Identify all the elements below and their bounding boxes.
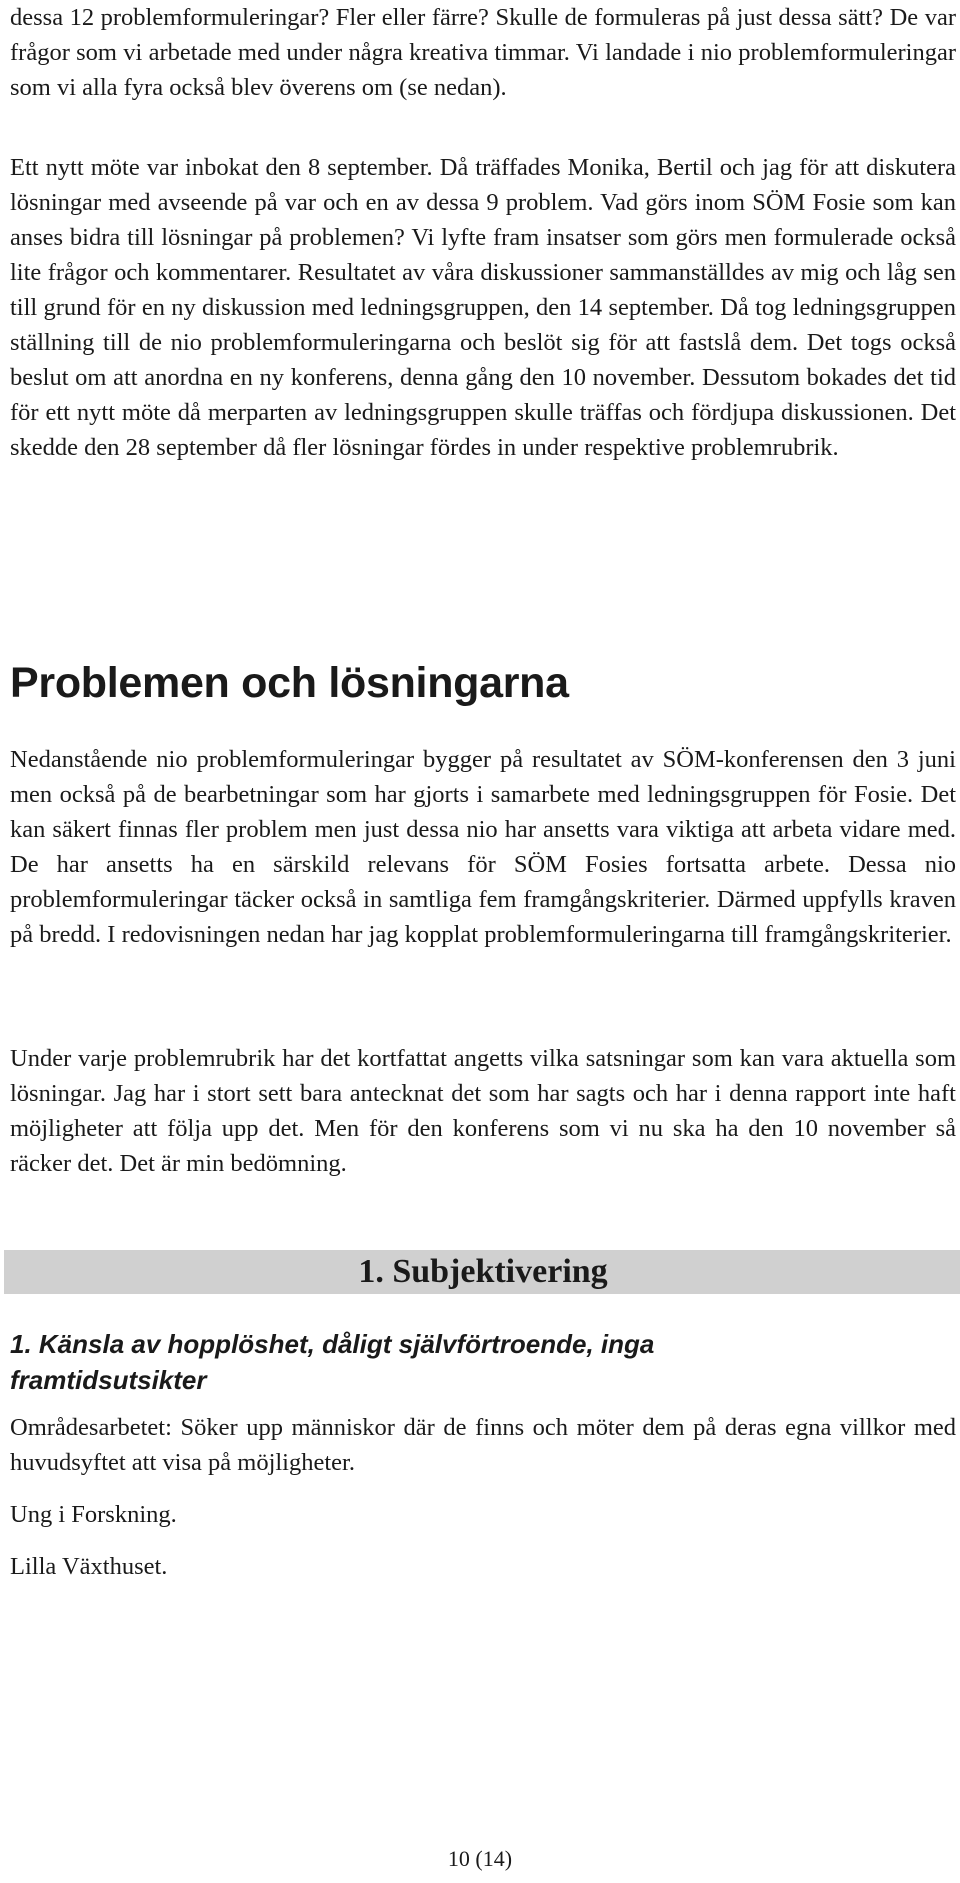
solution-paragraph: Ung i Forskning. (10, 1501, 177, 1528)
body-paragraph: Under varje problemrubrik har det kortfattat angetts vilka satsningar som kan vara aktuella som lösningar. Jag har i stort sett bara antecknat det som har sagts och har i denna rapport inte haft möjligheter att följa upp det. Men för den konferens som vi nu ska ha den 10 november så räcker det. Det är min bedömning. (10, 1045, 956, 1177)
section-title: 1. Subjektivering (358, 1253, 608, 1290)
page-number: 10 (14) (447, 1846, 513, 1871)
solution-paragraph: Lilla Växthuset. (10, 1553, 168, 1580)
solution-paragraph: Områdesarbetet: Söker upp människor där de finns och möter dem på deras egna villkor med huvudsyftet att visa på möjligheter. (10, 1414, 956, 1476)
body-paragraph: Nedanstående nio problemformuleringar bygger på resultatet av SÖM-konferensen den 3 juni men också på de bearbetningar som har gjorts i samarbete med ledningsgruppen för Fosie. Det kan säkert finnas fler problem men just dessa nio har ansetts vara viktiga att arbeta vidare med. De har ansetts ha en särskild relevans för SÖM Fosies fortsatta arbete. Dessa nio problemformuleringar täcker också in samtliga fem framgångskriterier. Därmed uppfylls kraven på bredd. I redovisningen nedan har jag kopplat problemformuleringarna till framgångskriterier. (10, 746, 956, 948)
body-paragraph: dessa 12 problemformuleringar? Fler eller färre? Skulle de formuleras på just dessa sätt? De var frågor som vi arbetade med under några kreativa timmar. Vi landade i nio problemformuleringar som vi alla fyra också blev överens om (se nedan). (10, 4, 956, 101)
body-paragraph: Ett nytt möte var inbokat den 8 september. Då träffades Monika, Bertil och jag för att diskutera lösningar med avseende på var och en av dessa 9 problem. Vad görs inom SÖM Fosie som kan anses bidra till lösningar på problemen? Vi lyfte fram insatser som görs men formulerade också lite frågor och kommentarer. Resultatet av våra diskussioner sammanställdes av mig och låg sen till grund för en ny diskussion med ledningsgruppen, den 14 september. Då tog ledningsgruppen ställning till de nio problemformuleringarna och beslöt sig för att fastslå dem. Det togs också beslut om att anordna en ny konferens, denna gång den 10 november. Dessutom bokades det tid för ett nytt möte då merparten av ledningsgruppen skulle träffas och fördjupa diskussionen. Det skedde den 28 september då fler lösningar fördes in under respektive problemrubrik. (10, 154, 956, 461)
section-heading: Problemen och lösningarna (10, 659, 569, 707)
problem-heading: 1. Känsla av hopplöshet, dåligt självförtroende, inga framtidsutsikter (10, 1329, 655, 1395)
